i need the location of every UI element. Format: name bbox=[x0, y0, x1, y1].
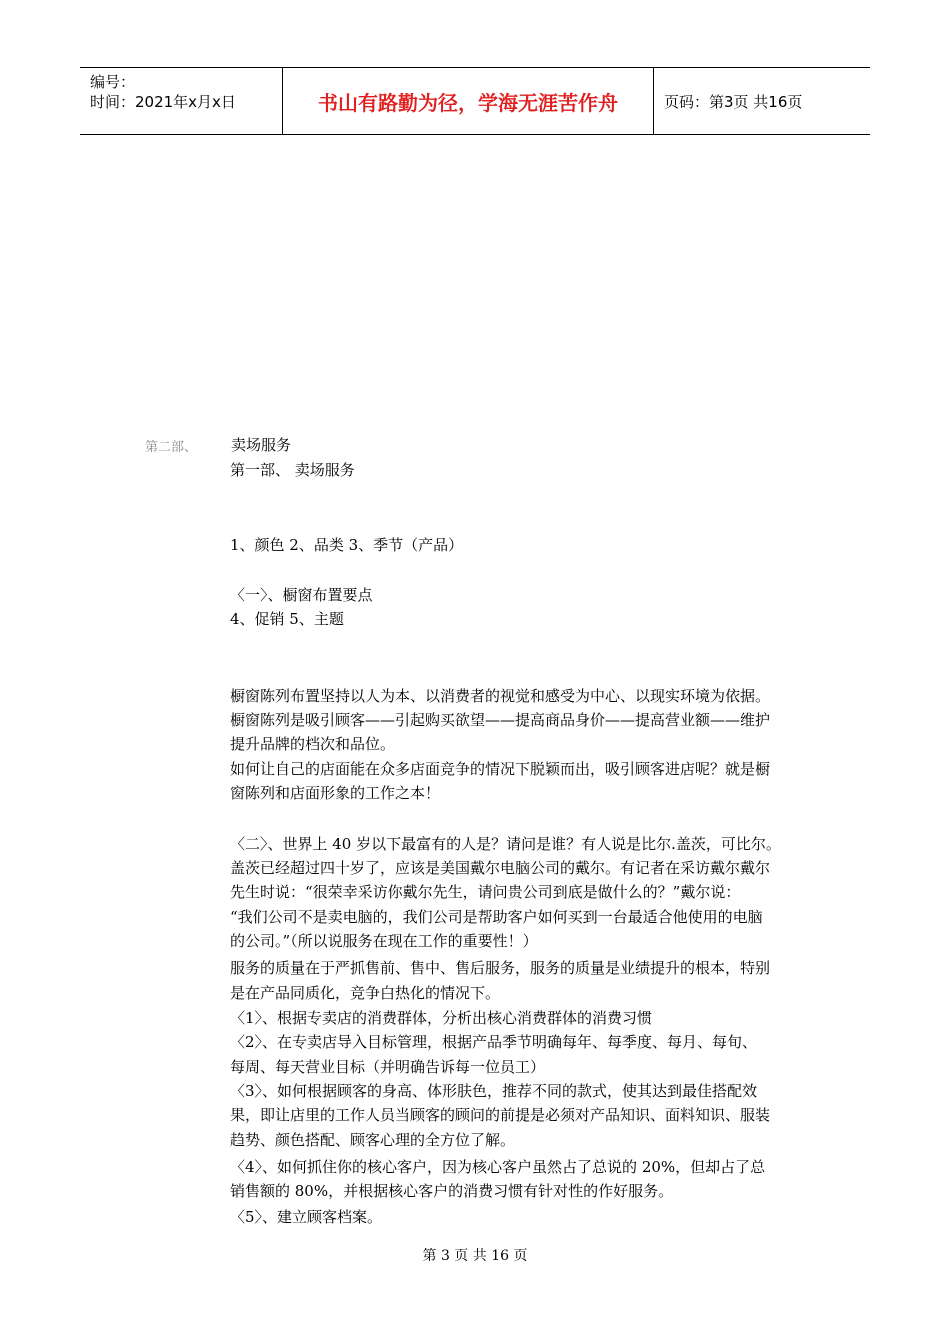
text-line: 〈二〉、世界上 40 岁以下最富有的人是？请问是谁？有人说是比尔.盖茨，可比尔。 bbox=[230, 835, 781, 853]
text-line: 每周、每天营业目标（并明确告诉每一位员工） bbox=[230, 1058, 546, 1076]
text-line: 窗陈列和店面形象的工作之本！ bbox=[230, 784, 441, 802]
text-line: 〈4〉、如何抓住你的核心客户，因为核心客户虽然占了总说的 20%，但却占了总 bbox=[230, 1158, 766, 1176]
header-meta bbox=[80, 68, 282, 134]
text-line: 先生时说：“很荣幸采访你戴尔先生，请问贵公司到底是做什么的？”戴尔说： bbox=[230, 883, 741, 901]
text-line: 是在产品同质化，竞争白热化的情况下。 bbox=[230, 984, 501, 1002]
text-line: 〈3〉、如何根据顾客的身高、体形肤色，推荐不同的款式，使其达到最佳搭配效 bbox=[230, 1082, 758, 1100]
text-line: 销售额的 80%，并根据核心客户的消费习惯有针对性的作好服务。 bbox=[230, 1182, 674, 1200]
text-line: 4、促销 5、主题 bbox=[230, 610, 344, 628]
header-page-info: 页码：第3页 共16页 bbox=[664, 92, 803, 111]
text-line: 1、颜色 2、品类 3、季节（产品） bbox=[230, 536, 464, 554]
text-line: 趋势、颜色搭配、顾客心理的全方位了解。 bbox=[230, 1131, 516, 1149]
text-line: 〈5〉、建立顾客档案。 bbox=[230, 1208, 383, 1226]
page-footer: 第 3 页 共 16 页 bbox=[422, 1248, 528, 1264]
subsection-heading: 第一部、 卖场服务 bbox=[230, 461, 355, 479]
time-label: 时间：2021年x月x日 bbox=[90, 93, 236, 111]
page-header bbox=[80, 67, 870, 135]
text-line: 橱窗陈列布置坚持以人为本、以消费者的视觉和感受为中心、以现实环境为依据。 bbox=[230, 687, 771, 705]
text-line: 〈1〉、根据专卖店的消费群体，分析出核心消费群体的消费习惯 bbox=[230, 1009, 653, 1027]
section-title: 卖场服务 bbox=[231, 436, 292, 454]
text-line: 如何让自己的店面能在众多店面竞争的情况下脱颖而出，吸引顾客进店呢？就是橱 bbox=[230, 760, 771, 778]
text-line: 提升品牌的档次和品位。 bbox=[230, 735, 396, 753]
number-label: 编号： bbox=[90, 73, 136, 91]
section-label: 第二部、 bbox=[145, 440, 198, 455]
header-motto: 书山有路勤为径，学海无涯苦作舟 bbox=[282, 68, 654, 134]
text-line: 橱窗陈列是吸引顾客——引起购买欲望——提高商品身价——提高营业额——维护 bbox=[230, 711, 771, 729]
text-line: 的公司。”（所以说服务在现在工作的重要性！） bbox=[230, 932, 538, 950]
text-line: 〈2〉、在专卖店导入目标管理，根据产品季节明确每年、每季度、每月、每旬、 bbox=[230, 1033, 758, 1051]
text-line: 〈一〉、橱窗布置要点 bbox=[230, 586, 373, 604]
text-line: 服务的质量在于严抓售前、售中、售后服务，服务的质量是业绩提升的根本，特别 bbox=[230, 959, 771, 977]
text-line: “我们公司不是卖电脑的，我们公司是帮助客户如何买到一台最适合他使用的电脑 bbox=[230, 908, 763, 926]
text-line: 盖茨已经超过四十岁了，应该是美国戴尔电脑公司的戴尔。有记者在采访戴尔戴尔 bbox=[230, 859, 771, 877]
text-line: 果，即让店里的工作人员当顾客的顾问的前提是必须对产品知识、面料知识、服装 bbox=[230, 1106, 771, 1124]
